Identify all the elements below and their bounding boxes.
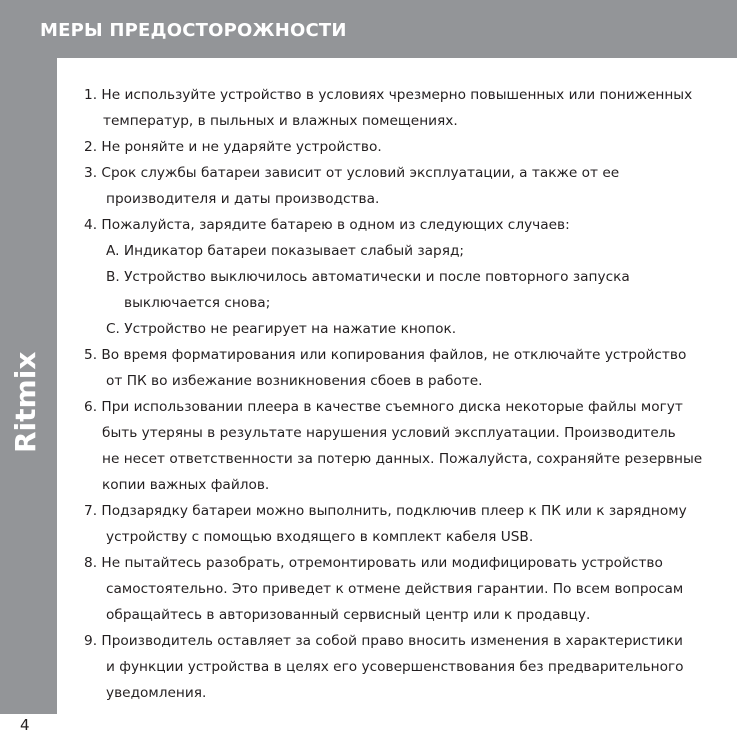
sub-item-c: C. Устройство не реагирует на нажатие кнопок. (106, 321, 457, 337)
sub-item-b-cont: выключается снова; (124, 295, 271, 311)
list-item-2: 2. Не роняйте и не ударяйте устройство. (84, 139, 382, 155)
list-item-9: 9. Производитель оставляет за собой право вносить изменения в характеристики (84, 633, 683, 649)
page-number-box (0, 714, 57, 738)
list-item-7: 7. Подзарядку батареи можно выполнить, подключив плеер к ПК или к зарядному (84, 503, 687, 519)
header-bar (0, 0, 737, 58)
list-item-8-cont-2: обращайтесь в авторизованный сервисный центр или к продавцу. (106, 607, 591, 623)
list-item-6: 6. При использовании плеера в качестве съемного диска некоторые файлы могут (84, 399, 683, 415)
list-item-1: 1. Не используйте устройство в условиях чрезмерно повышенных или пониженных (84, 87, 693, 103)
list-item-7-cont: устройству с помощью входящего в комплект кабеля USB. (106, 529, 534, 545)
list-item-5: 5. Во время форматирования или копирования файлов, не отключайте устройство (84, 347, 687, 363)
sidebar (0, 58, 57, 737)
sub-item-a: A. Индикатор батареи показывает слабый заряд; (106, 243, 465, 259)
list-item-8-cont-1: самостоятельно. Это приведет к отмене действия гарантии. По всем вопросам (106, 581, 684, 597)
ritmix-logo: Ritmix (9, 351, 42, 453)
list-item-3-cont: производителя и даты производства. (106, 191, 380, 207)
sub-item-b: B. Устройство выключилось автоматически и после повторного запуска (106, 269, 630, 285)
precautions-list (84, 82, 724, 706)
list-item-4: 4. Пожалуйста, зарядите батарею в одном из следующих случаев: (84, 217, 570, 233)
list-item-6-cont-1: быть утеряны в результате нарушения условий эксплуатации. Производитель (102, 425, 676, 441)
list-item-6-cont-3: копии важных файлов. (102, 477, 270, 493)
list-item-9-cont-2: уведомления. (106, 685, 207, 701)
list-item-3: 3. Срок службы батареи зависит от условий эксплуатации, а также от ее (84, 165, 620, 181)
page-number: 4 (20, 716, 30, 734)
list-item-1-cont: температур, в пыльных и влажных помещениях. (103, 113, 458, 129)
list-item-5-cont: от ПК во избежание возникновения сбоев в работе. (106, 373, 483, 389)
list-item-8: 8. Не пытайтесь разобрать, отремонтировать или модифицировать устройство (84, 555, 663, 571)
list-item-9-cont-1: и функции устройства в целях его усовершенствования без предварительного (106, 659, 684, 675)
list-item-6-cont-2: не несет ответственности за потерю данных. Пожалуйста, сохраняйте резервные (102, 451, 703, 467)
page-title: МЕРЫ ПРЕДОСТОРОЖНОСТИ (40, 20, 347, 41)
